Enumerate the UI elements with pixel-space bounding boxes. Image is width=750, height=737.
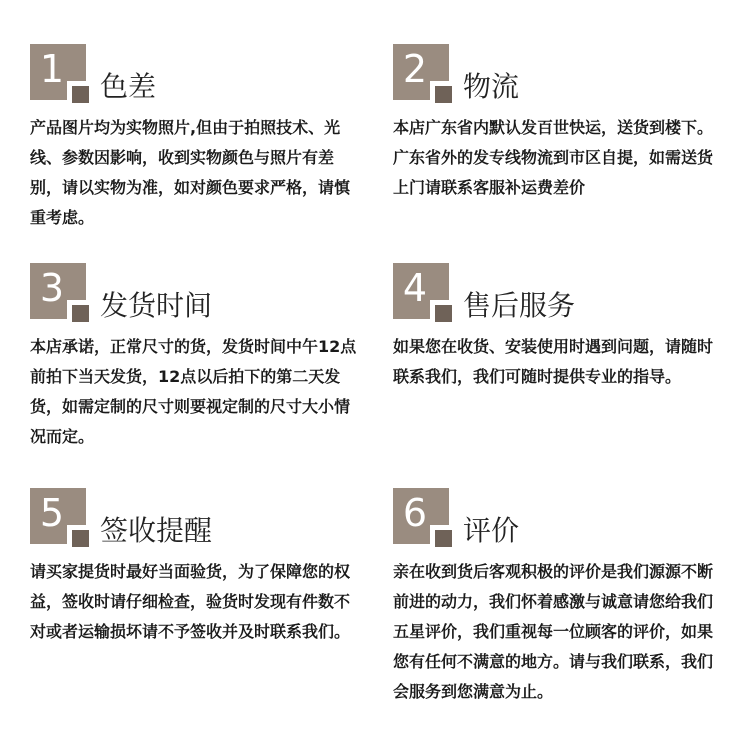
section-title: 评价 xyxy=(463,514,520,547)
badge-number: 2 xyxy=(402,47,428,91)
badge-number: 1 xyxy=(39,47,65,91)
badge-square xyxy=(72,86,89,103)
section-paragraph: 亲在收到货后客观积极的评价是我们源源不断前进的动力，我们怀着感激与诚意请您给我们五星评价，我们重视每一位顾客的评价，如果您有任何不满意的地方。请与我们联系，我们会服务到您满意为止。 xyxy=(393,562,714,701)
badge-square xyxy=(72,305,89,322)
section-title: 售后服务 xyxy=(463,289,576,322)
section-paragraph: 产品图片均为实物照片,但由于拍照技术、光线、参数因影响，收到实物颜色与照片有差别，请以实物为准，如对颜色要求严格，请慎重考虑。 xyxy=(30,118,351,227)
number-badge xyxy=(30,44,86,100)
section-title: 色差 xyxy=(100,70,157,103)
section-title: 物流 xyxy=(463,70,520,103)
section-paragraph: 广东省外的发专线物流到市区自提，如需送货上门请联系客服补运费差价 xyxy=(393,148,714,197)
badge-number: 5 xyxy=(39,491,65,535)
number-badge xyxy=(393,488,449,544)
badge-number: 6 xyxy=(402,491,428,535)
badge-number: 3 xyxy=(39,266,65,310)
section-body xyxy=(393,332,723,392)
number-badge xyxy=(393,44,449,100)
badge-square xyxy=(435,530,452,547)
badge-square xyxy=(435,86,452,103)
number-badge xyxy=(30,488,86,544)
section-paragraph: 如果您在收货、安装使用时遇到问题，请随时联系我们，我们可随时提供专业的指导。 xyxy=(393,337,714,386)
number-badge xyxy=(30,263,86,319)
badge-number: 4 xyxy=(402,266,428,310)
number-badge xyxy=(393,263,449,319)
section-body xyxy=(393,557,723,707)
section-paragraph: 本店广东省内默认发百世快运，送货到楼下。 xyxy=(393,118,714,137)
badge-square xyxy=(435,305,452,322)
section-body xyxy=(393,113,723,203)
section-title: 签收提醒 xyxy=(100,514,213,547)
section-paragraph: 请买家提货时最好当面验货，为了保障您的权益，签收时请仔细检查，验货时发现有件数不对或者运输损坏请不予签收并及时联系我们。 xyxy=(30,562,351,641)
section-body xyxy=(30,113,360,233)
section-title: 发货时间 xyxy=(100,289,213,322)
badge-square xyxy=(72,530,89,547)
section-body xyxy=(30,557,360,647)
section-body xyxy=(30,332,360,452)
section-paragraph: 本店承诺，正常尺寸的货，发货时间中午12点 前拍下当天发货，12点以后拍下的第二天发货，如需定制的尺寸则要视定制的尺寸大小情况而定。 xyxy=(30,337,357,446)
